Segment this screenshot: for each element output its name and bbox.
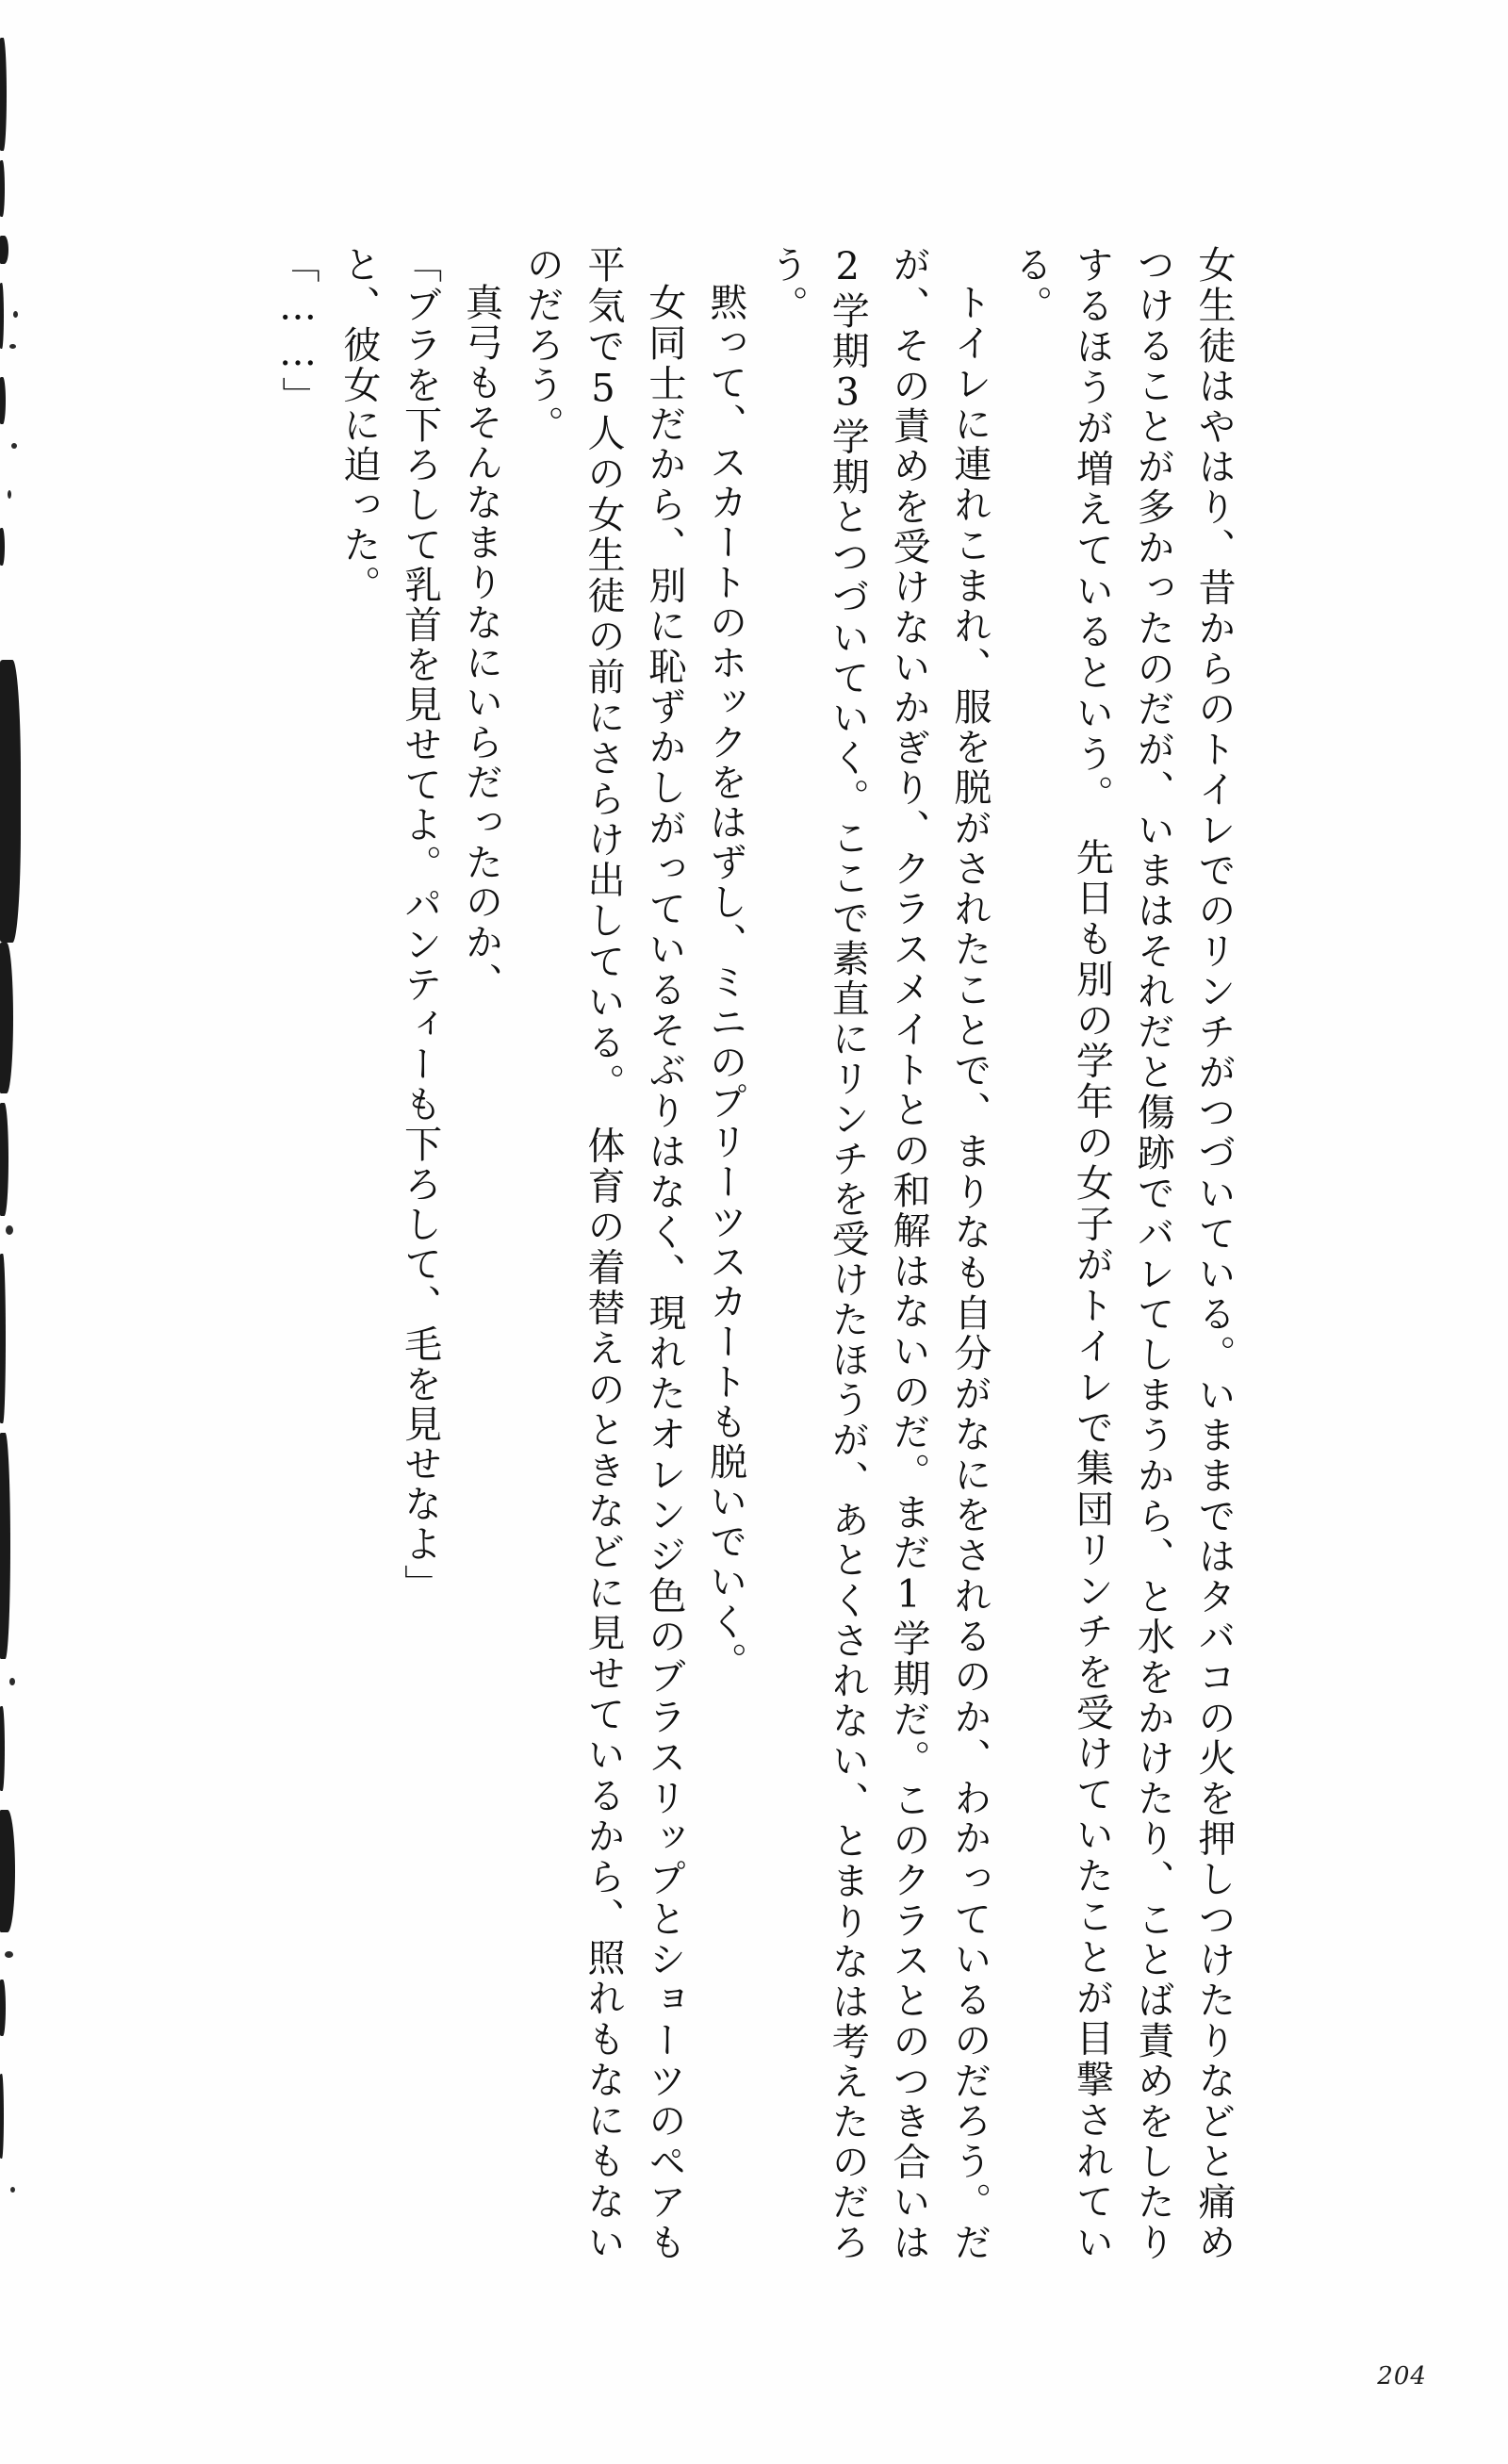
paragraph: 黙って、スカートのホックをはずし、ミニのプリーツスカートも脱いでいく。 — [703, 283, 747, 1682]
paragraph: 「ブラを下ろして乳首を見せてよ。パンティーも下ろして、毛を見せなよ」 — [398, 245, 442, 1604]
page-number: 204 — [1377, 2362, 1427, 2390]
paragraph: 女生徒はやはり、昔からのトイレでのリンチがつづいている。いままではタバコの火を押しつけたりなどと痛めつけることが多かったのだが、いまはそれだと傷跡でバレてしまうから、と水をかけたり、ことば責めをしたりするほうが増えているという。 先日も別の学年の女子がトイレで集団リンチを受けていたことが目撃されている。 — [1008, 245, 1236, 2262]
paragraph: トイレに連れこまれ、服を脱がされたことで、まりなも自分がなにをされるのか、わかっているのだろう。だが、その責めを受けないかぎり、クラスメイトとの和解はないのだ。まだ1学期だ。このクラスとのつき合いは2学期3学期とつづいていく。ここで素直にリンチを受けたほうが、あとくされない、とまりなは考えたのだろう。 — [764, 245, 992, 2262]
paragraph: と、彼女に迫った。 — [336, 245, 381, 605]
paragraph: 真弓もそんなまりなにいらだったのか、 — [459, 283, 503, 1003]
paragraph: 「……」 — [276, 245, 320, 417]
scan-edge-artifacts — [0, 0, 32, 2464]
body-text — [226, 245, 1244, 2262]
paragraph: 女同士だから、別に恥ずかしがっているそぶりはなく、現れたオレンジ色のブラスリップとショーツのペアも平気で5人の女生徒の前にさらけ出している。 体育の着替えのときなどに見せているから、照れもなにもないのだろう。 — [520, 245, 686, 2262]
